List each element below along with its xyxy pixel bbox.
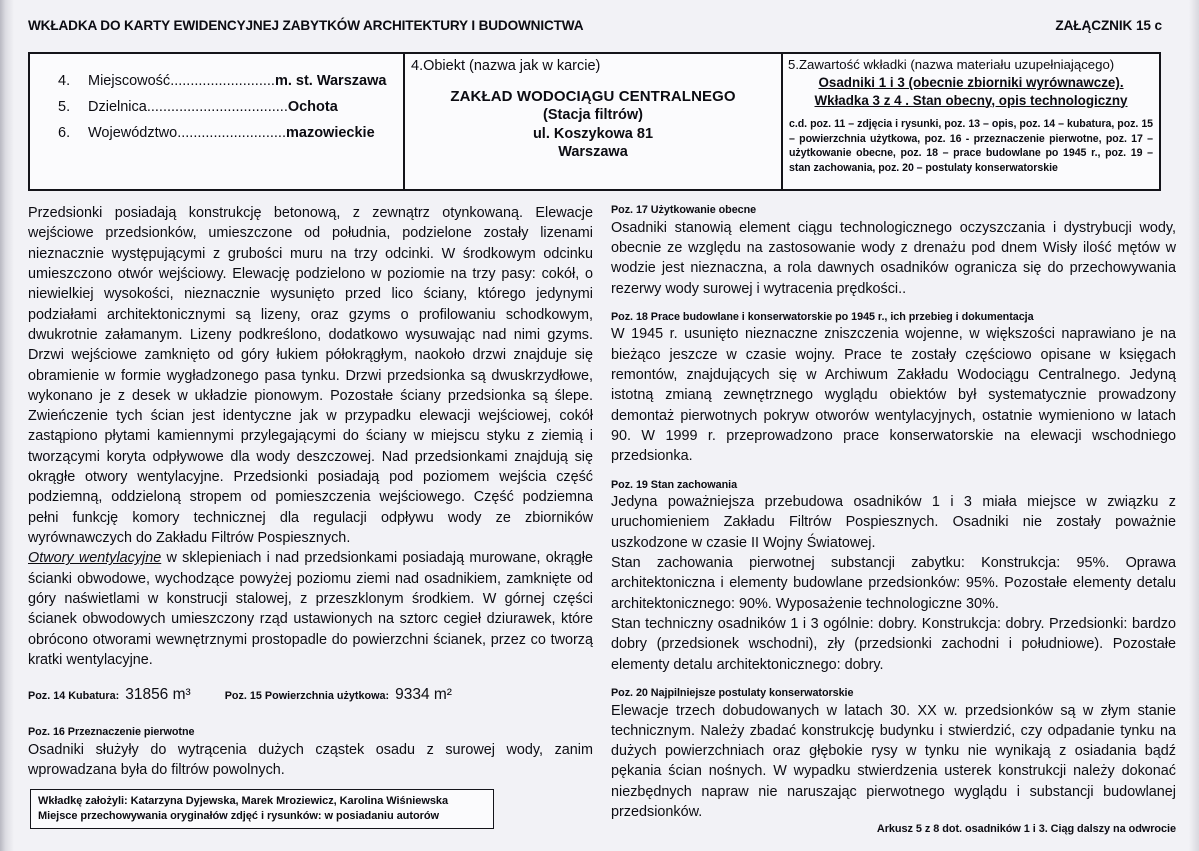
poz17-body: Osadniki stanowią element ciągu technologicznego oczyszczania i dystrybucji wody, obecnie ze względu na zastosowanie wody z drenażu pod dnem Wisły ilość mętów w wodzie jest nieznaczna, a rola dawnych osadników ogranicza się do przechowywania rezerwy wody surowej i wytracenia prędkości.. (611, 219, 1176, 297)
location-cell (30, 54, 405, 189)
spacer (611, 299, 1176, 310)
poz20-heading: Poz. 20 Najpilniejsze postulaty konserwatorskie (611, 686, 854, 699)
location-row-number: 4. (58, 73, 71, 89)
location-row-number: 5. (58, 99, 71, 115)
object-subname: (Stacja filtrów) (543, 107, 643, 124)
kubatura-value: 31856 m³ (125, 686, 191, 704)
poz17-heading: Poz. 17 Użytkowanie obecne (611, 204, 757, 216)
powierzchnia-label: Poz. 15 Powierzchnia użytkowa: (224, 690, 390, 703)
page-title: WKŁADKA DO KARTY EWIDENCYJNEJ ZABYTKÓW ARCHITEKTURY I BUDOWNICTWA (28, 18, 584, 33)
location-row-dots: ................................... (146, 99, 288, 115)
poz18-heading: Poz. 18 Prace budowlane i konserwatorskie po 1945 r., ich przebieg i dokumentacja (611, 310, 1034, 323)
location-row-number: 6. (58, 125, 71, 141)
poz19-body-technical: Stan techniczny osadników 1 i 3 ogólnie: dobry. Konstrukcja: dobry. Przedsionki: bardzo dobry (przedsionek wschodni), zły (przedsionki zachodni i południowe). Pozostałe elementy detalu architektonicznego: dobry. (611, 616, 1176, 673)
right-column (611, 203, 1176, 835)
location-row-label: Miejscowość (88, 73, 171, 89)
spacer (28, 704, 593, 725)
location-row-value: m. st. Warszawa (274, 73, 387, 89)
poz16-heading: Poz. 16 Przeznaczenie pierwotne (28, 726, 195, 739)
kubatura-label: Poz. 14 Kubatura: (28, 690, 120, 703)
content-cell (783, 54, 1159, 189)
paragraph-construction-description: Przedsionki posiadają konstrukcję betonową, z zewnątrz otynkowaną. Elewacje wejściowe przedsionków, umieszczone od południa, podzielone zostały lizenami nieznacznie występującymi z grubości muru na trzy odcinki. W środkowym odcinku umieszczono otwór wejściowy. Elewację podzielono w poziomie na trzy pasy: cokół, o niewielkiej wysokości, nieznacznie wysunięto przed lico ściany, którego jedynymi podziałami architektonicznymi są lizeny, oraz gzyms o profilowaniu schodkowym, dwukrotnie załamanym. Lizeny podkreślono, dodatkowo wysuwając nad nimi gzyms. Drzwi wejściowe zamknięto od góry łukiem półokrągłym, naokoło drzwi znajduje się obramienie w formie wygładzonego pasa tynku. Drzwi przedsionka są dwuskrzydłowe, wykonano je z desek w układzie pionowym. Pozostałe ściany przedsionka są ślepe. Zwieńczenie tych ścian jest identyczne jak w przypadku elewacji wejściowej, cokół zastąpiono płytami kamiennymi przylegającymi do ściany w miejscu styku z ziemią i tworzącymi koryta odpływowe dla wody deszczowej. Nad przedsionkami znajdują się okrągłe otwory wentylacyjne. Przedsionki posiadają pod poziomem wejścia część podziemną, oddzieloną stropem od pomieszczenia wejściowego. Część podziemna pełni funkcję komory technicznej dla regulacji odpływu wody ze zbiorników wyrównawczych do Zakładu Filtrów Pospiesznych. (28, 205, 593, 546)
list-item (30, 125, 403, 151)
poz19-body-preservation: Stan zachowania pierwotnej substancji zabytku: Konstrukcja: 95%. Oprawa architektoniczna i elementy budowlane przedsionków: 95%. Pozostałe elementy detalu architektonicznego: 90%. Wyposażenie technologiczne 30%. (611, 555, 1176, 612)
poz20-body: Elewacje trzech dobudowanych w latach 30. XX w. przedsionków są w złym stanie technicznym. Należy zbadać konstrukcję budynku i stwierdzić, czy odpadanie tynku na dużych powierzchniach oraz głębokie rysy w tynku nie wynikają z osiadania bądź pękania ścian nośnych. W wypadku stwierdzenia usterek konstrukcji należy dokonać niezbędnych napraw nie naruszając pierwotnego wyglądu i substancji budowlanej przedsionków. (611, 702, 1176, 821)
body-columns (28, 203, 1176, 835)
object-cell-caption: 4.Obiekt (nazwa jak w karcie) (411, 58, 601, 74)
authors-line: Wkładkę założyli: Katarzyna Dyjewska, Marek Mroziewicz, Karolina Wiśniewska (38, 795, 449, 807)
ventilation-lead-in: Otwory wentylacyjne (28, 550, 162, 567)
poz18-body: W 1945 r. usunięto nieznaczne zniszczenia wojenne, w większości naprawiano je na bieżąco jeszcze w czasie wojny. Prace te zostały częściowo opisane w księgach remontów, znajdujących się w Archiwum Zakładu Wodociągu Centralnego. Jedyną istotną zmianą zewnętrznego wyglądu obiektów był systematycznie prowadzony demontaż pierwotnych pokryw otworów wentylacyjnych, ostatnie wymieniono w latach 90. W 1999 r. przeprowadzono prace konserwatorskie na elewacji wschodniego przedsionka. (611, 326, 1176, 465)
content-cell-subtitle (783, 73, 1159, 109)
spacer (611, 467, 1176, 478)
location-row-label: Województwo (88, 125, 178, 141)
authors-box (30, 789, 494, 829)
spacer (28, 670, 593, 686)
spacer (611, 675, 1176, 686)
location-row-value: mazowieckie (285, 125, 375, 141)
paragraph-ventilation-openings (28, 548, 593, 670)
powierzchnia-value: 9334 m² (395, 686, 452, 704)
poz19-heading: Poz. 19 Stan zachowania (611, 478, 738, 491)
document-title-bar (28, 18, 1162, 33)
location-row-value: Ochota (287, 99, 338, 115)
poz19-body-rebuild: Jedyna poważniejsza przebudowa osadników 1 i 3 miała miejsce w związku z uruchomieniem Zakładu Filtrów Pospiesznych. Osadniki nie zostały poważnie uszkodzone w czasie II Wojny Światowej. (611, 494, 1176, 551)
content-subtitle-line2: Wkładka 3 z 4 . Stan obecny, opis technologiczny (814, 92, 1128, 108)
object-cell-body (405, 75, 781, 162)
header-table (28, 52, 1161, 191)
object-cell (405, 54, 783, 189)
storage-line: Miejsce przechowywania oryginałów zdjęć i rysunków: w posiadaniu autorów (38, 810, 440, 823)
annex-label: ZAŁĄCZNIK 15 c (1055, 18, 1162, 33)
location-row-dots: ........................... (177, 125, 286, 141)
list-item (30, 73, 403, 99)
list-item (30, 99, 403, 125)
location-row-label: Dzielnica (88, 99, 147, 115)
content-cell-detail: c.d. poz. 11 – zdjęcia i rysunki, poz. 13 – opis, poz. 14 – kubatura, poz. 15 – powierzchnia użytkowa, poz. 16 - przeznaczenie pierwotne, poz. 17 – użytkowanie obecne, poz. 18 – prace budowlane po 1945 r., poz. 19 – stan zachowania, poz. 20 – postulaty konserwatorskie (789, 117, 1153, 174)
content-subtitle-line1: Osadniki 1 i 3 (obecnie zbiorniki wyrównawcze). (818, 75, 1124, 91)
left-column (28, 203, 593, 835)
object-street: ul. Koszykowa 81 (532, 125, 654, 142)
ventilation-rest: w sklepieniach i nad przedsionkami posiadają murowane, okrągłe ścianki obwodowe, wychodzące powyżej poziomu ziemi nad osadnikiem, zamknięte od góry naświetlami w konstrucji stalowej, z przeszklonym środkiem. W górnej części ścianek obwodowych umieszczony rząd ustawionych na sztorc cegieł dziurawek, które obrócono otworami wewnętrznymi prostopadle do powierzchni ścianek, przez co tworzą kratki wentylacyjne. (28, 550, 594, 668)
location-row-dots: .......................... (170, 73, 275, 89)
measurements-row (28, 686, 593, 704)
object-name: ZAKŁAD WODOCIĄGU CENTRALNEGO (450, 88, 736, 106)
location-list (30, 54, 403, 151)
sheet-continuation-note: Arkusz 5 z 8 dot. osadników 1 i 3. Ciąg dalszy na odwrocie (876, 823, 1176, 836)
content-cell-caption: 5.Zawartość wkładki (nazwa materiału uzupełniającego) (788, 57, 1115, 72)
object-city: Warszawa (558, 144, 628, 161)
poz16-body: Osadniki służyły do wytrącenia dużych cząstek osadu z surowej wody, zanim wprowadzana była do filtrów powolnych. (28, 741, 593, 779)
